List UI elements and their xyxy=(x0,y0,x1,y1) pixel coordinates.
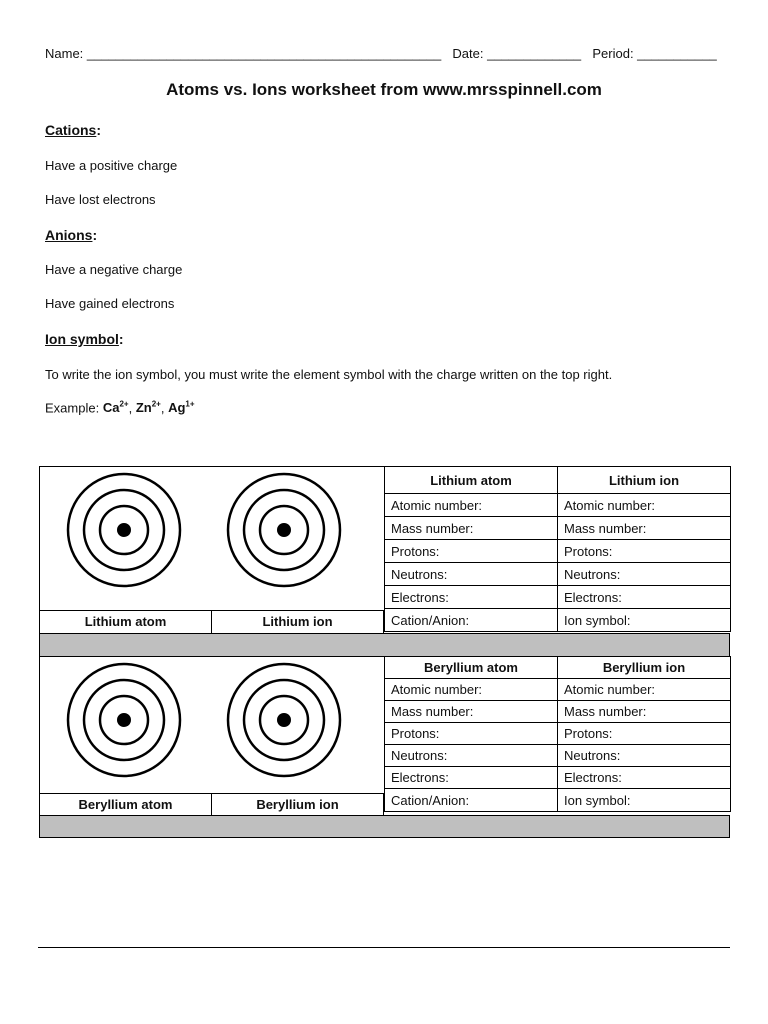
lithium-atom-header: Lithium atom xyxy=(385,467,558,494)
cations-heading: Cations: xyxy=(45,122,102,138)
table-cell[interactable]: Cation/Anion: xyxy=(385,789,558,812)
lithium-bohr-diagrams xyxy=(40,467,385,611)
lithium-atom-diagram[interactable] xyxy=(68,474,180,586)
lithium-table xyxy=(384,466,731,632)
table-cell[interactable]: Mass number: xyxy=(558,517,731,540)
cations-line-2: Have lost electrons xyxy=(45,192,156,207)
ion-symbol-heading: Ion symbol: xyxy=(45,331,124,347)
lithium-ion-diagram[interactable] xyxy=(228,474,340,586)
footer-divider xyxy=(38,947,730,948)
table-cell[interactable]: Atomic number: xyxy=(558,679,731,701)
date-field[interactable]: Date: _____________ xyxy=(452,46,582,61)
name-field[interactable]: Name: _________________________________________________ xyxy=(45,46,442,61)
header-line xyxy=(45,46,717,61)
beryllium-diagram-area xyxy=(39,657,385,794)
period-field[interactable]: Period: ___________ xyxy=(592,46,717,61)
beryllium-bohr-diagrams xyxy=(40,657,385,794)
beryllium-atom-diagram[interactable] xyxy=(68,664,180,776)
beryllium-ion-diagram[interactable] xyxy=(228,664,340,776)
table-cell[interactable]: Protons: xyxy=(385,540,558,563)
ion-symbol-example: Example: $Ca^{2+}$, $Zn^{2+}$, $Ag^{1+}$ xyxy=(45,400,195,416)
table-cell[interactable]: Electrons: xyxy=(558,767,731,789)
lithium-gray-separator xyxy=(39,633,730,657)
lithium-ion-caption: Lithium ion xyxy=(212,611,384,633)
table-cell[interactable]: Neutrons: xyxy=(385,745,558,767)
beryllium-ion-caption: Beryllium ion xyxy=(212,794,384,816)
anions-line-1: Have a negative charge xyxy=(45,262,183,277)
lithium-caption-row xyxy=(39,610,384,633)
beryllium-ion-header: Beryllium ion xyxy=(558,657,731,679)
beryllium-caption-row xyxy=(39,793,384,816)
table-cell[interactable]: Ion symbol: xyxy=(558,609,731,632)
table-cell[interactable]: Ion symbol: xyxy=(558,789,731,812)
table-cell[interactable]: Atomic number: xyxy=(558,494,731,517)
beryllium-atom-caption: Beryllium atom xyxy=(40,794,212,816)
table-cell[interactable]: Atomic number: xyxy=(385,679,558,701)
table-cell[interactable]: Atomic number: xyxy=(385,494,558,517)
lithium-ion-header: Lithium ion xyxy=(558,467,731,494)
anions-heading: Anions: xyxy=(45,227,98,243)
table-cell[interactable]: Protons: xyxy=(558,540,731,563)
table-cell[interactable]: Mass number: xyxy=(385,701,558,723)
table-cell[interactable]: Electrons: xyxy=(385,767,558,789)
table-cell[interactable]: Electrons: xyxy=(385,586,558,609)
page-title: Atoms vs. Ions worksheet from www.mrsspinnell.com xyxy=(166,80,602,99)
lithium-diagram-area xyxy=(39,466,385,611)
cations-line-1: Have a positive charge xyxy=(45,158,178,173)
table-cell[interactable]: Mass number: xyxy=(558,701,731,723)
table-cell[interactable]: Cation/Anion: xyxy=(385,609,558,632)
table-cell[interactable]: Electrons: xyxy=(558,586,731,609)
table-cell[interactable]: Protons: xyxy=(385,723,558,745)
anions-line-2: Have gained electrons xyxy=(45,296,175,311)
table-cell[interactable]: Mass number: xyxy=(385,517,558,540)
lithium-atom-caption: Lithium atom xyxy=(40,611,212,633)
table-cell[interactable]: Protons: xyxy=(558,723,731,745)
table-cell[interactable]: Neutrons: xyxy=(385,563,558,586)
beryllium-table xyxy=(384,656,731,812)
table-cell[interactable]: Neutrons: xyxy=(558,745,731,767)
ion-symbol-instruction: To write the ion symbol, you must write the element symbol with the charge written on the top right. xyxy=(45,367,613,382)
table-cell[interactable]: Neutrons: xyxy=(558,563,731,586)
beryllium-atom-header: Beryllium atom xyxy=(385,657,558,679)
beryllium-gray-separator xyxy=(39,815,730,838)
